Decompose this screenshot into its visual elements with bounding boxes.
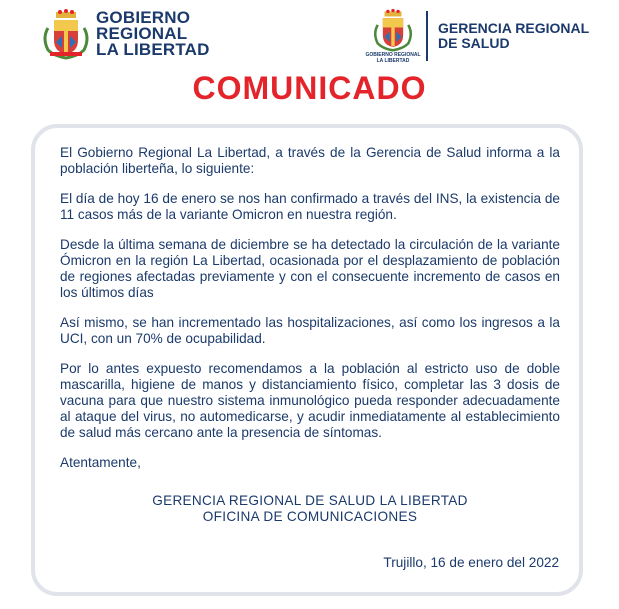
crest-caption-line-1: GOBIERNO REGIONAL bbox=[365, 52, 421, 58]
signature-org-line-2: OFICINA DE COMUNICACIONES bbox=[202, 509, 418, 524]
gerencia-salud-wordmark bbox=[438, 21, 589, 51]
message-body bbox=[60, 145, 560, 525]
issue-date: Trujillo, 16 de enero del 2022 bbox=[383, 555, 559, 570]
logo-line-1: GOBIERNO bbox=[96, 8, 191, 27]
header bbox=[0, 0, 619, 70]
salud-line-2: DE SALUD bbox=[438, 35, 510, 51]
coat-of-arms-icon bbox=[40, 8, 92, 60]
page-title: COMUNICADO bbox=[192, 70, 427, 106]
coat-of-arms-icon bbox=[371, 8, 415, 52]
paragraph-cases: El día de hoy 16 de enero se nos han confirmado a través del INS, la existencia de 11 casos más de la variante Omicron en nuestra región. bbox=[60, 191, 560, 222]
logo-line-3: LA LIBERTAD bbox=[96, 40, 210, 59]
paragraph-hospitalizations: Así mismo, se han incrementado las hospitalizaciones, así como los ingresos a la UCI, con un 70% de ocupabilidad. bbox=[60, 315, 560, 346]
logo-divider bbox=[426, 11, 428, 61]
logo-line-2: REGIONAL bbox=[96, 24, 188, 43]
crest-caption-line-2: LA LIBERTAD bbox=[376, 58, 410, 64]
signature-org-line-1: GERENCIA REGIONAL DE SALUD LA LIBERTAD bbox=[152, 493, 468, 508]
paragraph-recommendations: Por lo antes expuesto recomendamos a la población al estricto uso de doble mascarilla, higiene de manos y distanciamiento físico, completar las 3 dosis de vacuna para que nuestro sistema inmunológico pueda responder adecuadamente al ataque del virus, no automedicarse, y acudir inmediatamente al establecimiento de salud más cercano ante la presencia de síntomas. bbox=[60, 361, 560, 440]
gerencia-salud-logo bbox=[365, 8, 590, 64]
salud-line-1: GERENCIA REGIONAL bbox=[438, 20, 590, 36]
closing-salutation: Atentamente, bbox=[60, 455, 141, 470]
crest-group bbox=[365, 8, 421, 64]
gobierno-regional-logo bbox=[40, 8, 210, 60]
paragraph-circulation: Desde la última semana de diciembre se ha detectado la circulación de la variante Ómicron en la región La Libertad, ocasionada por el desplazamiento de población de regiones afectadas previamente y con el consecuente incremento de casos en los últimos días bbox=[60, 237, 560, 300]
paragraph-intro: El Gobierno Regional La Libertad, a través de la Gerencia de Salud informa a la población liberteña, lo siguiente: bbox=[60, 145, 560, 176]
gobierno-regional-wordmark bbox=[96, 10, 210, 58]
